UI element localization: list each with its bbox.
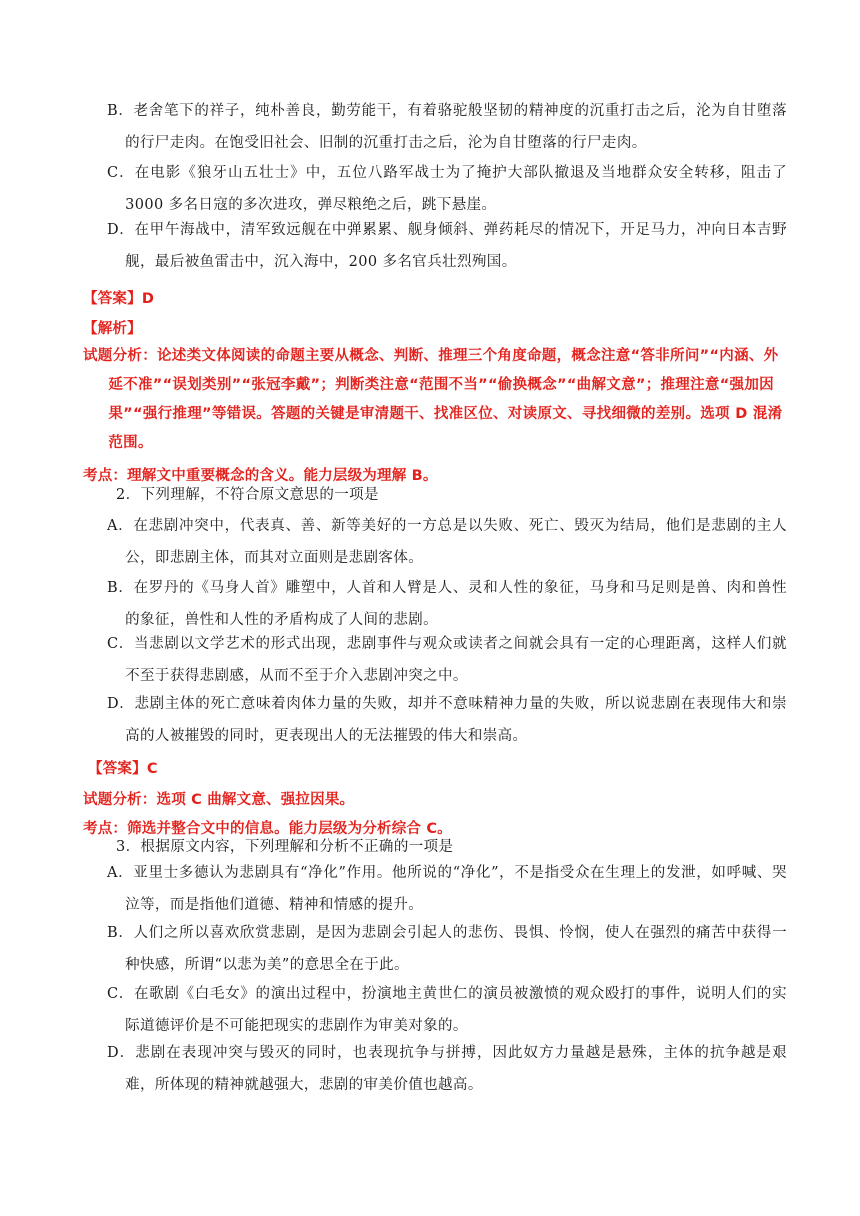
q1-option-d: D．在甲午海战中，清军致远舰在中弹累累、舰身倾斜、弹药耗尽的情况下，开足马力，冲向日本吉野舰，最后被鱼雷击中，沉入海中，200 多名官兵壮烈殉国。 [107, 222, 787, 270]
q1-option-b: B．老舍笔下的祥子，纯朴善良，勤劳能干，有着骆驼般坚韧的精神度的沉重打击之后，沦为自甘堕落的行尸走肉。在饱受旧社会、旧制的沉重打击之后，沦为自甘堕落的行尸走肉。 [107, 103, 787, 151]
q1-kaodian: 考点：理解文中重要概念的含义。能力层级为理解 B。 [83, 468, 438, 484]
q3-option-c: C．在歌剧《白毛女》的演出过程中，扮演地主黄世仁的演员被激愤的观众殴打的事件，说明人们的实际道德评价是不可能把现实的悲剧作为审美对象的。 [107, 986, 787, 1034]
q2-answer: 【答案】C [88, 761, 158, 777]
q3-option-d: D．悲剧在表现冲突与毁灭的同时，也表现抗争与拼搏，因此奴方力量越是悬殊，主体的抗争越是艰难，所体现的精神就越强大，悲剧的审美价值也越高。 [107, 1045, 787, 1093]
q1-answer: 【答案】D [83, 291, 155, 307]
q2-option-a: A．在悲剧冲突中，代表真、善、新等美好的一方总是以失败、死亡、毁灭为结局，他们是悲剧的主人公，即悲剧主体，而其对立面则是悲剧客体。 [107, 518, 787, 566]
q2-analysis-text: 试题分析：选项 C 曲解文意、强拉因果。 [83, 792, 355, 808]
q2-stem: 2．下列理解，不符合原文意思的一项是 [116, 487, 379, 503]
q1-analysis-heading: 【解析】 [83, 321, 142, 337]
q2-option-d: D．悲剧主体的死亡意味着肉体力量的失败，却并不意味精神力量的失败，所以说悲剧在表现伟大和崇高的人被摧毁的同时，更表现出人的无法摧毁的伟大和崇高。 [107, 696, 787, 744]
q3-option-b: B．人们之所以喜欢欣赏悲剧，是因为悲剧会引起人的悲伤、畏惧、怜悯，使人在强烈的痛苦中获得一种快感，所谓“以悲为美”的意思全在于此。 [107, 925, 787, 973]
q1-analysis-text: 试题分析：论述类文体阅读的命题主要从概念、判断、推理三个角度命题，概念注意“答非所问”“内涵、外延不准”“误划类别”“张冠李戴”；判断类注意“范围不当”“偷换概念”“曲解文意”；推理注意“强加因果”“强行推理”等错误。答题的关键是审清题干、找准区位、对读原文、寻找细微的差别。选项 D 混淆范围。 [83, 348, 783, 451]
q2-option-b: B．在罗丹的《马身人首》雕塑中，人首和人臂是人、灵和人性的象征，马身和马足则是兽、肉和兽性的象征，兽性和人性的矛盾构成了人间的悲剧。 [107, 580, 787, 628]
q2-option-c: C．当悲剧以文学艺术的形式出现，悲剧事件与观众或读者之间就会具有一定的心理距离，这样人们就不至于获得悲剧感，从而不至于介入悲剧冲突之中。 [107, 636, 787, 684]
q3-stem: 3．根据原文内容，下列理解和分析不正确的一项是 [116, 839, 454, 855]
q1-option-c: C．在电影《狼牙山五壮士》中，五位八路军战士为了掩护大部队撤退及当地群众安全转移，阻击了 3000 多名日寇的多次进攻，弹尽粮绝之后，跳下悬崖。 [107, 165, 787, 213]
q2-kaodian: 考点：筛选并整合文中的信息。能力层级为分析综合 C。 [83, 821, 452, 837]
q3-option-a: A．亚里士多德认为悲剧具有“净化”作用。他所说的“净化”，不是指受众在生理上的发泄，如呼喊、哭泣等，而是指他们道德、精神和情感的提升。 [107, 865, 787, 913]
